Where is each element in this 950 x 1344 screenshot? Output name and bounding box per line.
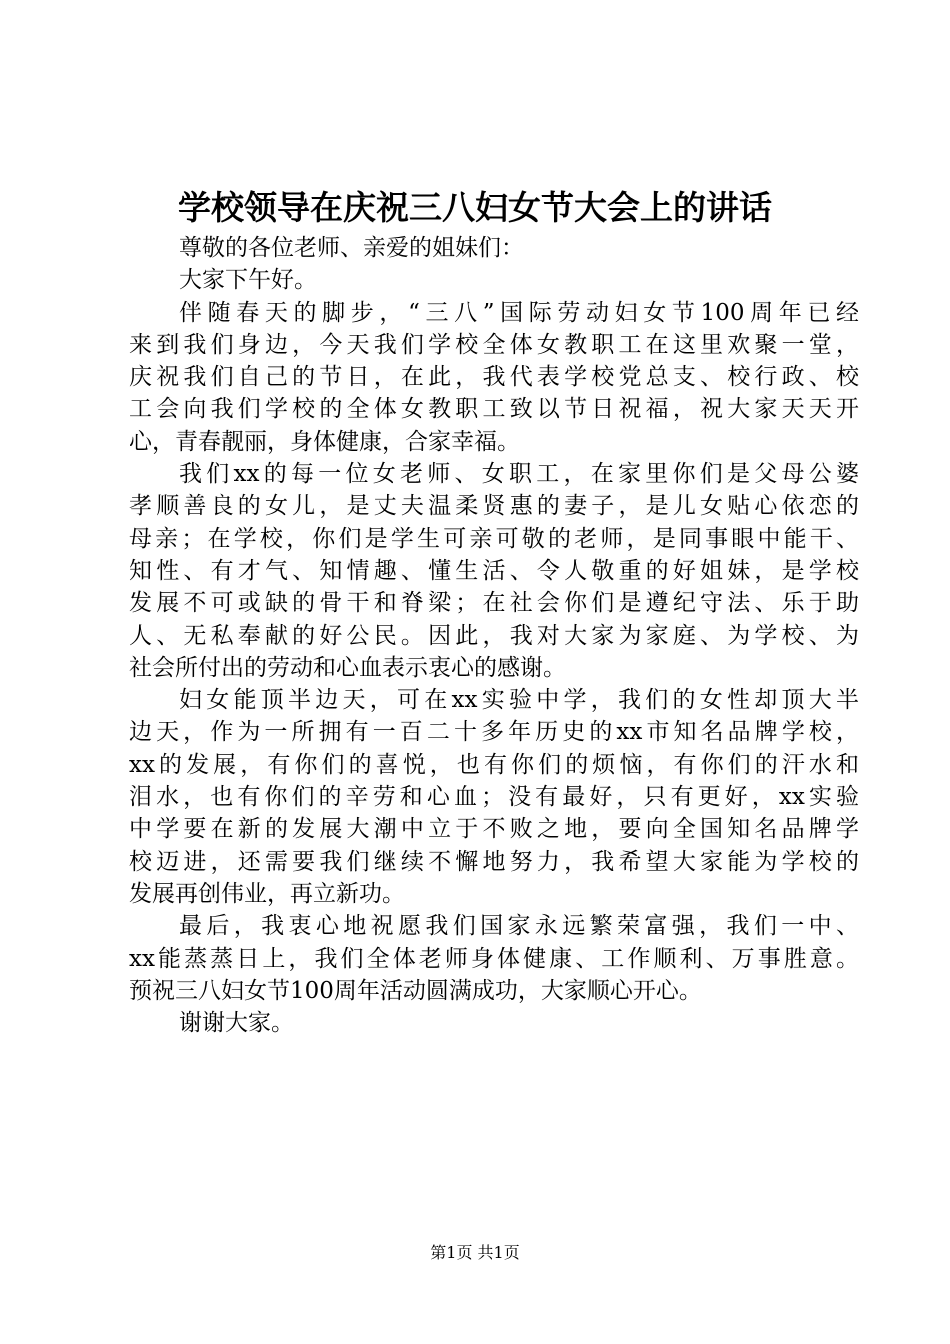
paragraph-line: 工会向我们学校的全体女教职工致以节日祝福，祝大家天天开 (129, 396, 859, 423)
paragraph-line: 边天，作为一所拥有一百二十多年历史的xx市知名品牌学校， (129, 719, 859, 746)
paragraph-line: 最后，我衷心地祝愿我们国家永远繁荣富强，我们一中、 (179, 913, 859, 940)
page-number: 第1页 共1页 (430, 1243, 520, 1262)
paragraph-line: 知性、有才气、知情趣、懂生活、令人敬重的好姐妹，是学校 (129, 557, 859, 584)
paragraph-1 (129, 297, 859, 458)
paragraph-line: 人、无私奉献的好公民。因此，我对大家为家庭、为学校、为 (129, 622, 859, 649)
paragraph-line: 伴随春天的脚步，“三八”国际劳动妇女节100周年已经 (179, 299, 859, 326)
paragraph-line: 社会所付出的劳动和心血表示衷心的感谢。 (129, 654, 566, 681)
paragraph-line: xx能蒸蒸日上，我们全体老师身体健康、工作顺利、万事胜意。 (129, 945, 859, 972)
paragraph-line: xx的发展，有你们的喜悦，也有你们的烦恼，有你们的汗水和 (129, 751, 859, 778)
paragraph-line: 泪水，也有你们的辛劳和心血；没有最好，只有更好，xx实验 (129, 784, 859, 811)
paragraph-line: 母亲；在学校，你们是学生可亲可敬的老师，是同事眼中能干、 (129, 525, 859, 552)
paragraph-line: 孝顺善良的女儿，是丈夫温柔贤惠的妻子，是儿女贴心依恋的 (129, 493, 859, 520)
paragraph-line: 发展再创伟业，再立新功。 (129, 880, 405, 907)
paragraph-2 (129, 458, 859, 684)
paragraph-line: 发展不可或缺的骨干和脊梁；在社会你们是遵纪守法、乐于助 (129, 590, 859, 617)
greeting: 大家下午好。 (179, 267, 317, 294)
salutation: 尊敬的各位老师、亲爱的姐妹们： (179, 235, 524, 261)
paragraph-line: 来到我们身边，今天我们学校全体女教职工在这里欢聚一堂， (129, 331, 859, 358)
paragraph-line: 庆祝我们自己的节日，在此，我代表学校党总支、校行政、校 (129, 364, 859, 391)
paragraph-3 (129, 684, 859, 910)
paragraph-line: 预祝三八妇女节100周年活动圆满成功，大家顺心开心。 (129, 977, 702, 1004)
paragraph-line: 校迈进，还需要我们继续不懈地努力，我希望大家能为学校的 (129, 848, 859, 875)
paragraph-line: 我们xx的每一位女老师、女职工，在家里你们是父母公婆 (179, 461, 859, 488)
paragraph-line: 中学要在新的发展大潮中立于不败之地，要向全国知名品牌学 (129, 816, 859, 843)
paragraph-line: 心，青春靓丽，身体健康，合家幸福。 (129, 428, 520, 455)
paragraph-4 (129, 910, 859, 1007)
closing: 谢谢大家。 (179, 1010, 294, 1037)
document-title: 学校领导在庆祝三八妇女节大会上的讲话 (178, 188, 772, 227)
paragraph-line: 妇女能顶半边天，可在xx实验中学，我们的女性却顶大半 (179, 687, 859, 714)
document-body (129, 232, 859, 1039)
